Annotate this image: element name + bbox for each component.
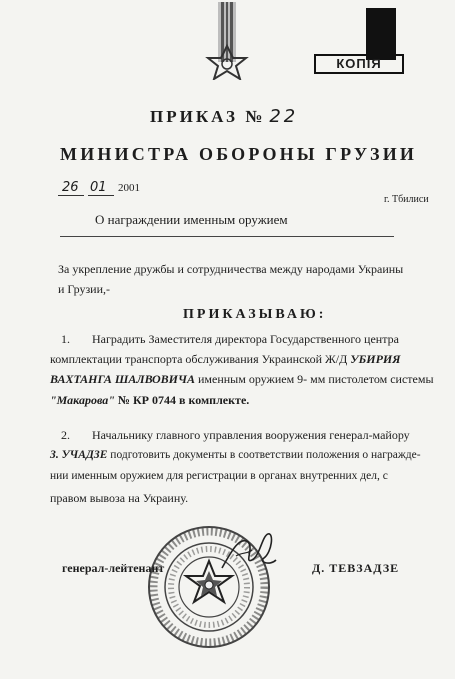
signatory-name: Д. ТЕВЗАДЗЕ <box>312 561 400 575</box>
ministry-title: МИНИСТРА ОБОРОНЫ ГРУЗИИ <box>60 144 418 164</box>
georgia-emblem-icon <box>196 2 258 80</box>
item1-line-2 <box>50 352 401 367</box>
recipient-given-names: ВАХТАНГА ШАЛВОВИЧА <box>50 372 195 386</box>
weapon-serial: № КР 0744 в комплекте. <box>117 393 250 407</box>
date-year: 2001 <box>118 182 140 194</box>
city: г. Тбилиси <box>384 194 429 205</box>
item2-line-3: нии именным оружием для регистрации в органах внутренних дел, с <box>50 470 388 482</box>
recipient-surname: УБИРИЯ <box>350 352 401 366</box>
item2-line-2-text: подготовить документы в соответствии положения о награжде- <box>110 449 421 461</box>
date-day: 26 <box>62 180 79 195</box>
date-month-line <box>88 195 114 196</box>
order-title-label: ПРИКАЗ № <box>150 107 266 126</box>
subject-rule <box>60 236 394 237</box>
commands-heading: ПРИКАЗЫВАЮ: <box>183 307 327 322</box>
copy-stamp: КОПІЯ <box>314 54 404 74</box>
item1-line-4 <box>50 393 249 408</box>
redaction-mark <box>366 8 396 60</box>
item2-number: 2. <box>61 428 70 442</box>
item1-line-3-text: именным оружием 9- мм пистолетом системы <box>198 372 434 386</box>
subject-line: О награждении именным оружием <box>95 212 288 227</box>
preamble-line-1: За укрепление дружбы и сотрудничества между народами Украины <box>58 262 404 276</box>
item2-line-2 <box>50 449 421 461</box>
date-day-line <box>58 195 84 196</box>
preamble-line-2: и Грузии,- <box>58 282 111 296</box>
signatory-rank: генерал-лейтенант <box>62 561 165 575</box>
item2-line-4: правом вывоза на Украину. <box>50 491 189 505</box>
item1-line-3 <box>50 372 434 387</box>
order-title <box>150 106 298 127</box>
item2-line-1: Начальнику главного управления вооружения генерал-майору <box>92 428 410 442</box>
date-month: 01 <box>90 180 107 195</box>
weapon-model: "Макарова" <box>50 393 115 407</box>
order-number: 22 <box>269 106 299 127</box>
item1-number: 1. <box>61 332 70 346</box>
item1-line-1: Наградить Заместителя директора Государственного центра <box>92 332 399 346</box>
item1-line-2-text: комплектации транспорта обслуживания Украинской Ж/Д <box>50 352 348 366</box>
officer-name: З. УЧАДЗЕ <box>50 449 108 461</box>
handwritten-signature-icon <box>218 530 278 576</box>
